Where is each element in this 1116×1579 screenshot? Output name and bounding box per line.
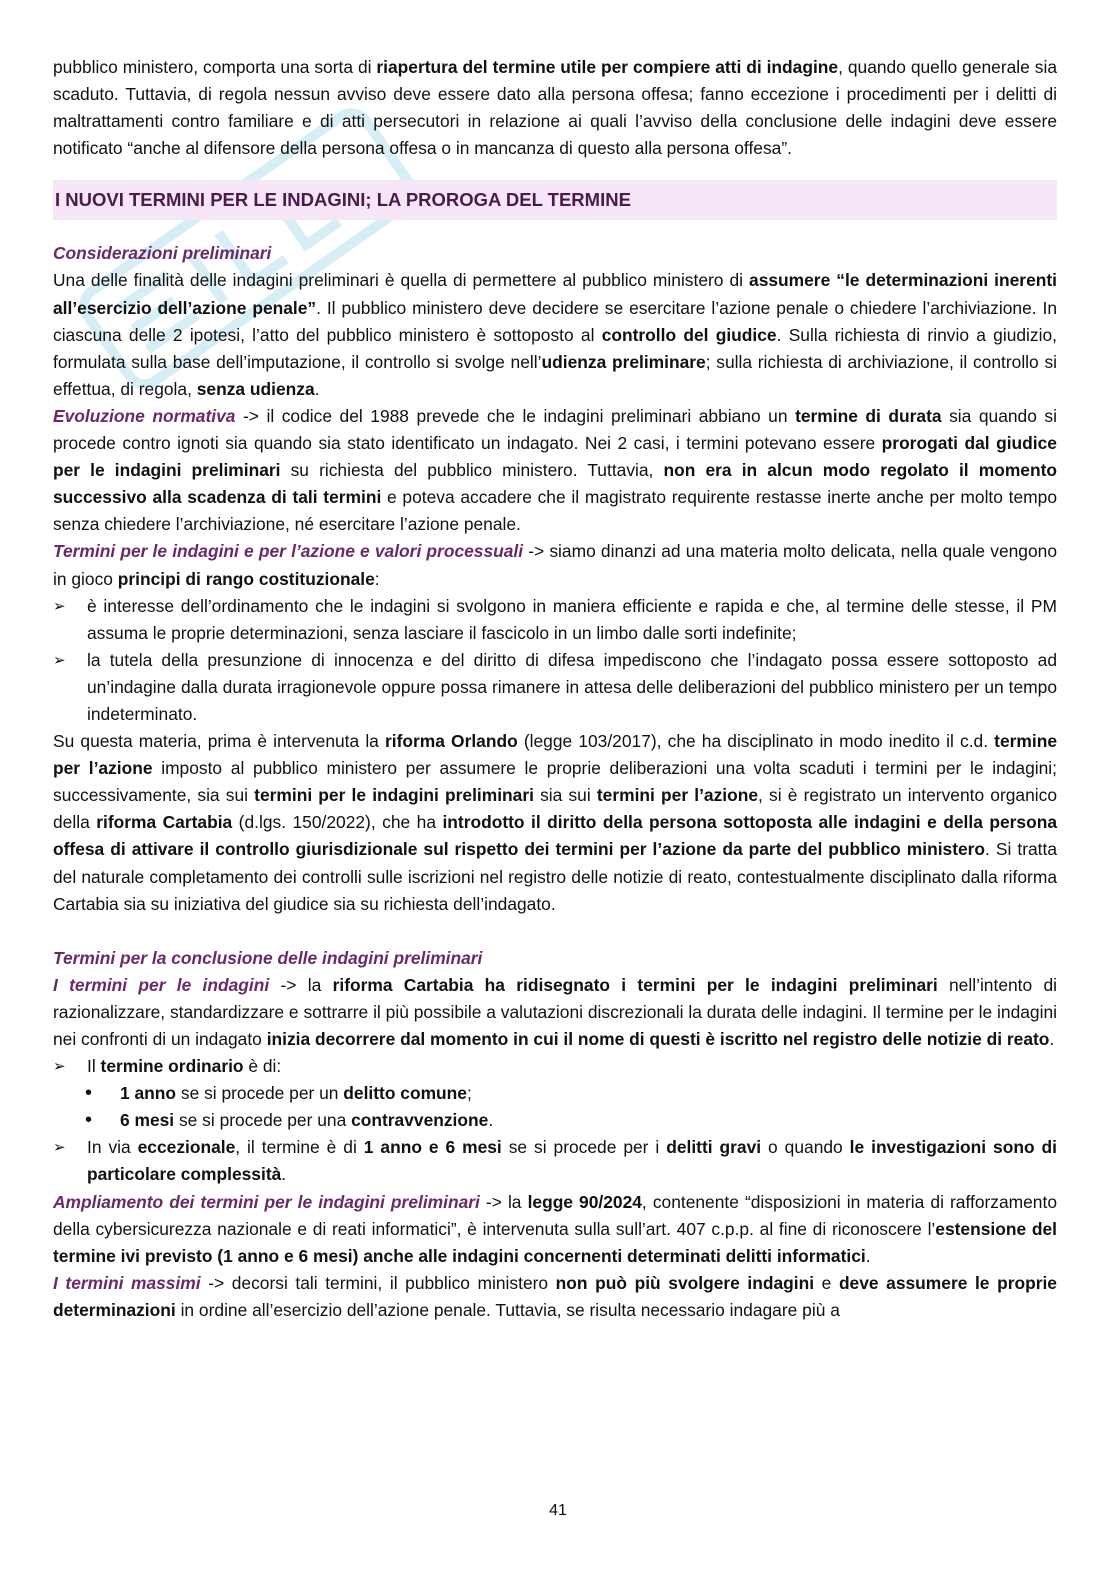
paragraph-preliminari: Una delle finalità delle indagini preliminari è quella di permettere al pubblico ministero di assumere “le determinazioni inerenti all’esercizio dell’azione penale”. Il pubblico ministero deve decidere se esercitare l’azione penale o chiedere l’archiviazione. In ciascuna delle 2 ipotesi, l’atto del pubblico ministero è sottoposto al controllo del giudice. Sulla richiesta di rinvio a giudizio, formulata sulla base dell’imputazione, il controllo si svolge nell’udienza preliminare; sulla richiesta di archiviazione, il controllo si effettua, di regola, senza udienza. [53,270,1058,399]
list-item: ➢ è interesse dell’ordinamento che le indagini si svolgono in maniera efficiente e rapida e che, al termine delle stesse, il PM assuma le proprie determinazioni, senza lasciare il fascicolo in un limbo dalle sorti indefinite; [53,593,1057,647]
paragraph-valori: Termini per le indagini e per l’azione e valori processuali -> siamo dinanzi ad una materia molto delicata, nella quale vengono in gioco principi di rango costituzionale: [53,541,1057,589]
intro-paragraph: pubblico ministero, comporta una sorta di riapertura del termine utile per compiere atti di indagine, quando quello generale sia scaduto. Tuttavia, di regola nessun avviso deve essere dato alla persona offesa; fanno eccezione i procedimenti per i delitti di maltrattamenti contro familiare e di atti persecutori in relazione ai quali l’avviso della conclusione delle indagini deve essere notificato “anche al difensore della persona offesa o in mancanza di questo alla persona offesa”. [53,57,1057,159]
page-number: 41 [549,1502,567,1519]
eccezionale-list [53,1134,1057,1188]
subtitle-preliminari: Considerazioni preliminari [53,243,272,264]
paragraph-evoluzione: Evoluzione normativa -> il codice del 1988 prevede che le indagini preliminari abbiano un termine di durata sia quando si procede contro ignoti sia quando sia stato identificato un indagato. Nei 2 casi, i termini potevano essere prorogati dal giudice per le indagini preliminari su richiesta del pubblico ministero. Tuttavia, non era in alcun modo regolato il momento successivo alla scadenza di tali termini e poteva accadere che il magistrato requirente restasse inerte anche per molto tempo senza chiedere l’archiviazione, né esercitare l’azione penale. [53,405,1057,535]
termini-list [53,1053,1057,1080]
document-page [53,54,1057,1324]
list-item: ➢ la tutela della presunzione di innocenza e del diritto di difesa impediscono che l’indagato possa essere sottoposto ad un’indagine dalla durata irragionevole oppure possa rimanere in attesa delle deliberazioni del pubblico ministero per un tempo indeterminato. [53,647,1057,728]
subtitle-conclusione: Termini per la conclusione delle indagini preliminari [53,947,483,968]
paragraph-massimi: I termini massimi -> decorsi tali termini, il pubblico ministero non può più svolgere indagini e deve assumere le proprie determinazioni in ordine all’esercizio dell’azione penale. Tuttavia, se risulta necessario indagare più a [53,1272,1057,1320]
paragraph-riforme: Su questa materia, prima è intervenuta la riforma Orlando (legge 103/2017), che ha disciplinato in modo inedito il c.d. termine per l’azione imposto al pubblico ministero per assumere le proprie deliberazioni una volta scaduti i termini per le indagini; successivamente, sia sui termini per le indagini preliminari sia sui termini per l’azione, si è registrato un intervento organico della riforma Cartabia (d.lgs. 150/2022), che ha introdotto il diritto della persona sottoposta alle indagini e della persona offesa di attivare il controllo giurisdizionale sul rispetto dei termini per l’azione da parte del pubblico ministero. Si tratta del naturale completamento dei controlli sulle iscrizioni nel registro delle notizie di reato, contestualmente disciplinato dalla riforma Cartabia sia su iniziativa del giudice sia su richiesta dell’indagato. [53,731,1057,914]
list-item: • 1 anno se si procede per un delitto comune; [85,1080,1057,1107]
paragraph-ampliamento: Ampliamento dei termini per le indagini preliminari -> la legge 90/2024, contenente “disposizioni in materia di rafforzamento della cybersicurezza nazionale e di reati informatici”, è intervenuta sulla sull’art. 407 c.p.p. al fine di riconoscere l’estensione del termine ivi previsto (1 anno e 6 mesi) anche alle indagini concernenti determinati delitti informatici. [53,1191,1058,1266]
paragraph-termini-indagini: I termini per le indagini -> la riforma Cartabia ha ridisegnato i termini per le indagini preliminari nell’intento di razionalizzare, standardizzare e sottrarre il più possibile a valutazioni discrezionali la durata delle indagini. Il termine per le indagini nei confronti di un indagato inizia decorrere dal momento in cui il nome di questi è iscritto nel registro delle notizie di reato. [53,974,1057,1049]
section-heading: I NUOVI TERMINI PER LE INDAGINI; LA PROROGA DEL TERMINE [53,180,1057,220]
ordinario-sublist [53,1080,1057,1134]
list-item-ordinario: ➢ Il termine ordinario è di: [53,1053,1057,1080]
list-item-eccezionale: ➢ In via eccezionale, il termine è di 1 anno e 6 mesi se si procede per i delitti gravi o quando le investigazioni sono di particolare complessità. [53,1134,1057,1188]
list-item: • 6 mesi se si procede per una contravvenzione. [85,1107,1057,1134]
valori-list [53,593,1057,728]
